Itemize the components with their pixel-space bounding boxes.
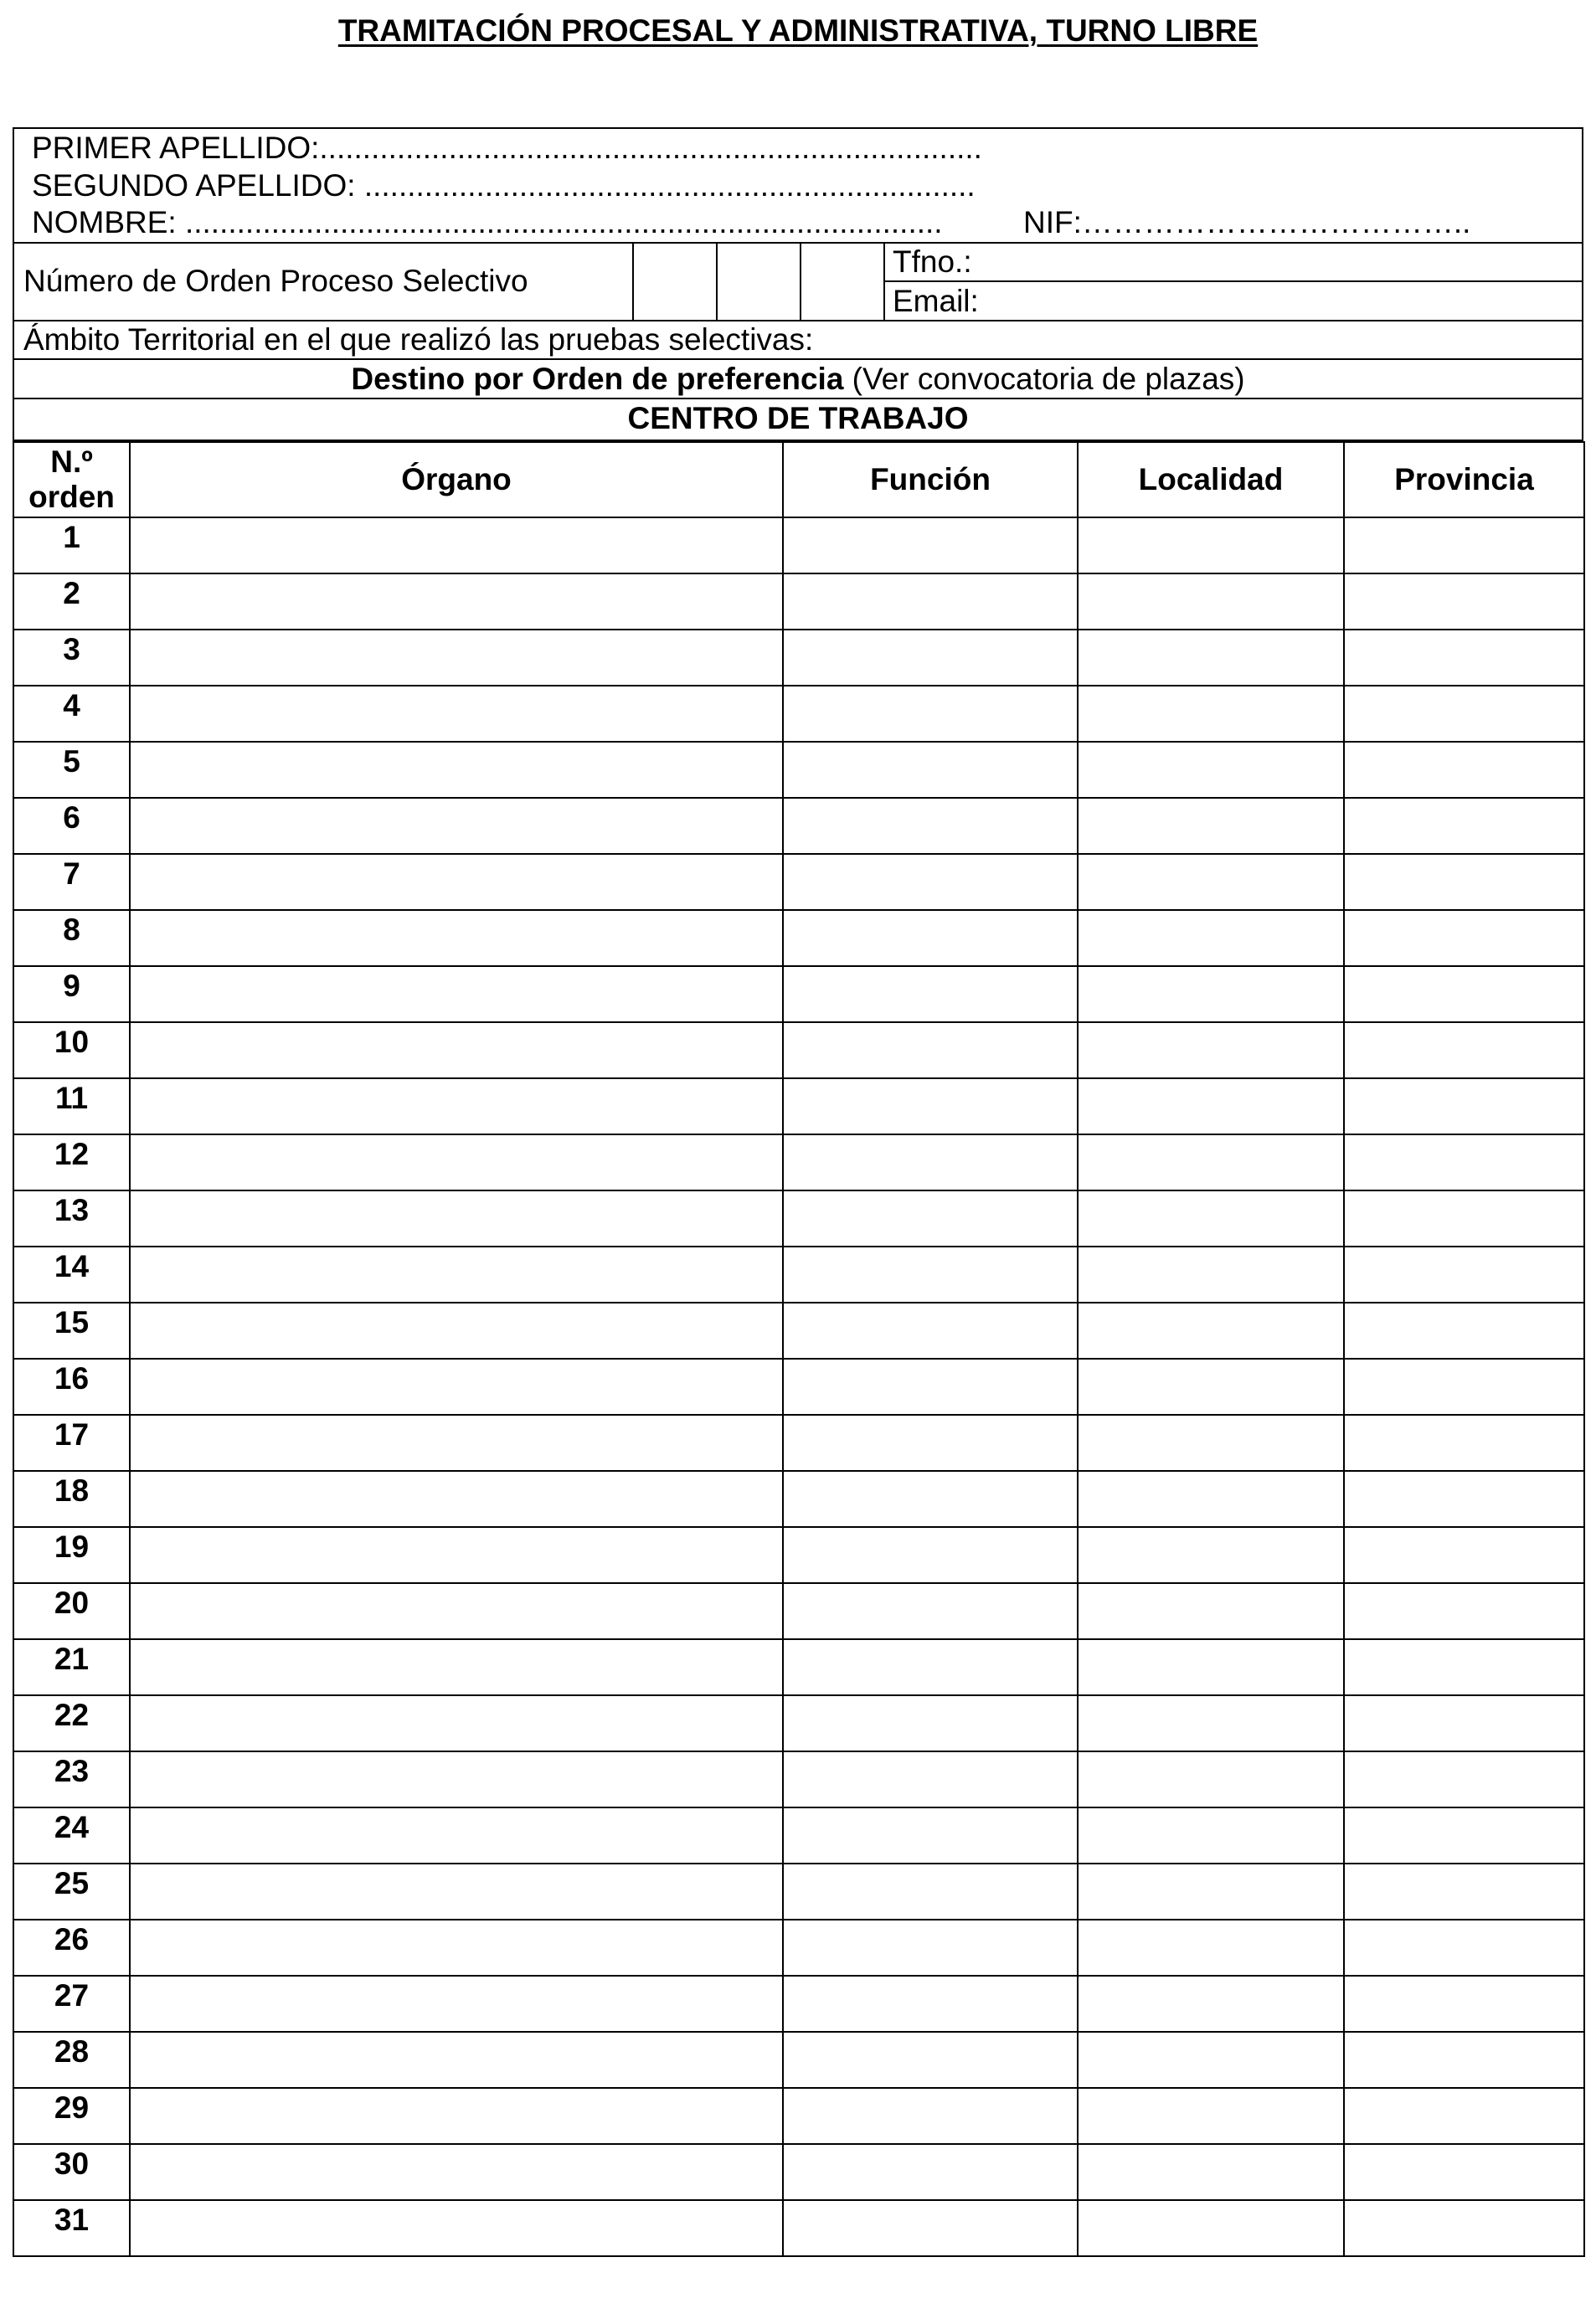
row-number: 21 <box>13 1639 130 1695</box>
divider-ambito <box>13 358 1583 360</box>
localidad-cell[interactable] <box>1078 1639 1344 1695</box>
orden-digit-box-2[interactable] <box>718 244 800 318</box>
email-label[interactable]: Email: <box>893 284 979 318</box>
provincia-cell[interactable] <box>1344 686 1584 742</box>
segundo-apellido-field[interactable]: SEGUNDO APELLIDO: ....................................................................... <box>32 168 976 203</box>
table-row <box>13 1751 1584 1807</box>
table-row <box>13 573 1584 630</box>
provincia-cell[interactable] <box>1344 2032 1584 2088</box>
organo-cell[interactable] <box>130 517 783 573</box>
funcion-cell[interactable] <box>783 1583 1078 1639</box>
table-row <box>13 798 1584 854</box>
funcion-cell[interactable] <box>783 1527 1078 1583</box>
row-number: 6 <box>13 798 130 854</box>
organo-cell[interactable] <box>130 1247 783 1303</box>
localidad-cell[interactable] <box>1078 1247 1344 1303</box>
table-row <box>13 1134 1584 1190</box>
localidad-cell[interactable] <box>1078 910 1344 966</box>
funcion-cell[interactable] <box>783 1920 1078 1976</box>
header-localidad: Localidad <box>1078 442 1344 517</box>
funcion-cell[interactable] <box>783 1807 1078 1864</box>
row-number: 4 <box>13 686 130 742</box>
localidad-cell[interactable] <box>1078 1359 1344 1415</box>
funcion-cell[interactable] <box>783 966 1078 1022</box>
destino-heading-bold: Destino por Orden de preferencia <box>351 362 844 396</box>
provincia-cell[interactable] <box>1344 1807 1584 1864</box>
provincia-cell[interactable] <box>1344 1359 1584 1415</box>
funcion-cell[interactable] <box>783 517 1078 573</box>
nombre-field[interactable]: NOMBRE: ........................................................................................ <box>32 205 943 239</box>
header-organo: Órgano <box>130 442 783 517</box>
table-row <box>13 1976 1584 2032</box>
localidad-cell[interactable] <box>1078 1527 1344 1583</box>
table-row <box>13 1920 1584 1976</box>
row-number: 16 <box>13 1359 130 1415</box>
organo-cell[interactable] <box>130 2088 783 2144</box>
row-number: 22 <box>13 1695 130 1751</box>
provincia-cell[interactable] <box>1344 1303 1584 1359</box>
table-row <box>13 2088 1584 2144</box>
row-number: 26 <box>13 1920 130 1976</box>
provincia-cell[interactable] <box>1344 630 1584 686</box>
organo-cell[interactable] <box>130 1864 783 1920</box>
organo-cell[interactable] <box>130 1078 783 1134</box>
header-provincia: Provincia <box>1344 442 1584 517</box>
table-row <box>13 742 1584 798</box>
divider-destino <box>13 398 1583 399</box>
organo-cell[interactable] <box>130 1920 783 1976</box>
provincia-cell[interactable] <box>1344 1190 1584 1247</box>
table-row <box>13 1527 1584 1583</box>
localidad-cell[interactable] <box>1078 573 1344 630</box>
row-number: 11 <box>13 1078 130 1134</box>
funcion-cell[interactable] <box>783 686 1078 742</box>
table-row <box>13 686 1584 742</box>
funcion-cell[interactable] <box>783 1190 1078 1247</box>
table-row <box>13 1807 1584 1864</box>
localidad-cell[interactable] <box>1078 1864 1344 1920</box>
localidad-cell[interactable] <box>1078 1415 1344 1471</box>
organo-cell[interactable] <box>130 1359 783 1415</box>
provincia-cell[interactable] <box>1344 1471 1584 1527</box>
organo-cell[interactable] <box>130 2144 783 2200</box>
localidad-cell[interactable] <box>1078 1976 1344 2032</box>
divider-tfno-email <box>883 280 1583 282</box>
provincia-cell[interactable] <box>1344 573 1584 630</box>
header-orden-line1: N.º <box>50 445 93 479</box>
provincia-cell[interactable] <box>1344 1864 1584 1920</box>
row-number: 5 <box>13 742 130 798</box>
row-number: 31 <box>13 2200 130 2256</box>
localidad-cell[interactable] <box>1078 1807 1344 1864</box>
row-number: 2 <box>13 573 130 630</box>
orden-proceso-label: Número de Orden Proceso Selectivo <box>23 264 528 298</box>
row-number: 13 <box>13 1190 130 1247</box>
provincia-cell[interactable] <box>1344 2088 1584 2144</box>
funcion-cell[interactable] <box>783 798 1078 854</box>
table-row <box>13 1864 1584 1920</box>
localidad-cell[interactable] <box>1078 1695 1344 1751</box>
row-number: 30 <box>13 2144 130 2200</box>
provincia-cell[interactable] <box>1344 1134 1584 1190</box>
localidad-cell[interactable] <box>1078 1134 1344 1190</box>
organo-cell[interactable] <box>130 2200 783 2256</box>
localidad-cell[interactable] <box>1078 2144 1344 2200</box>
provincia-cell[interactable] <box>1344 1583 1584 1639</box>
provincia-cell[interactable] <box>1344 1751 1584 1807</box>
table-row <box>13 1022 1584 1078</box>
row-number: 12 <box>13 1134 130 1190</box>
table-body <box>13 517 1584 2256</box>
organo-cell[interactable] <box>130 966 783 1022</box>
header-orden <box>13 442 130 517</box>
destino-heading-note: (Ver convocatoria de plazas) <box>843 362 1245 396</box>
organo-cell[interactable] <box>130 573 783 630</box>
organo-cell[interactable] <box>130 630 783 686</box>
funcion-cell[interactable] <box>783 1078 1078 1134</box>
header-funcion: Función <box>783 442 1078 517</box>
funcion-cell[interactable] <box>783 1864 1078 1920</box>
localidad-cell[interactable] <box>1078 1583 1344 1639</box>
localidad-cell[interactable] <box>1078 1022 1344 1078</box>
table-row <box>13 966 1584 1022</box>
organo-cell[interactable] <box>130 1695 783 1751</box>
organo-cell[interactable] <box>130 798 783 854</box>
row-number: 3 <box>13 630 130 686</box>
funcion-cell[interactable] <box>783 630 1078 686</box>
table-row <box>13 854 1584 910</box>
funcion-cell[interactable] <box>783 1639 1078 1695</box>
localidad-cell[interactable] <box>1078 2088 1344 2144</box>
table-row <box>13 1303 1584 1359</box>
nif-field[interactable]: NIF:……………………………….. <box>1023 205 1471 239</box>
orden-digit-box-3[interactable] <box>801 244 883 318</box>
organo-cell[interactable] <box>130 910 783 966</box>
row-number: 28 <box>13 2032 130 2088</box>
form-title-text: TRAMITACIÓN PROCESAL Y ADMINISTRATIVA, TURNO LIBRE <box>337 13 1259 48</box>
row-number: 25 <box>13 1864 130 1920</box>
preference-table <box>13 441 1585 2257</box>
provincia-cell[interactable] <box>1344 798 1584 854</box>
table-row <box>13 1639 1584 1695</box>
row-number: 18 <box>13 1471 130 1527</box>
organo-cell[interactable] <box>130 1415 783 1471</box>
organo-cell[interactable] <box>130 1976 783 2032</box>
table-row <box>13 1583 1584 1639</box>
centro-trabajo-heading: CENTRO DE TRABAJO <box>627 401 969 435</box>
provincia-cell[interactable] <box>1344 742 1584 798</box>
row-number: 19 <box>13 1527 130 1583</box>
organo-cell[interactable] <box>130 1022 783 1078</box>
row-number: 10 <box>13 1022 130 1078</box>
row-number: 15 <box>13 1303 130 1359</box>
localidad-cell[interactable] <box>1078 1751 1344 1807</box>
provincia-cell[interactable] <box>1344 1639 1584 1695</box>
funcion-cell[interactable] <box>783 2200 1078 2256</box>
localidad-cell[interactable] <box>1078 2032 1344 2088</box>
provincia-cell[interactable] <box>1344 2144 1584 2200</box>
localidad-cell[interactable] <box>1078 966 1344 1022</box>
table-row <box>13 630 1584 686</box>
funcion-cell[interactable] <box>783 1695 1078 1751</box>
row-number: 7 <box>13 854 130 910</box>
funcion-cell[interactable] <box>783 1415 1078 1471</box>
table-row <box>13 1247 1584 1303</box>
orden-digit-box-1[interactable] <box>634 244 716 318</box>
organo-cell[interactable] <box>130 1583 783 1639</box>
destino-heading <box>13 361 1583 398</box>
row-number: 1 <box>13 517 130 573</box>
row-number: 8 <box>13 910 130 966</box>
table-row <box>13 2200 1584 2256</box>
provincia-cell[interactable] <box>1344 966 1584 1022</box>
row-number: 24 <box>13 1807 130 1864</box>
organo-cell[interactable] <box>130 1807 783 1864</box>
row-number: 20 <box>13 1583 130 1639</box>
organo-cell[interactable] <box>130 1190 783 1247</box>
funcion-cell[interactable] <box>783 1471 1078 1527</box>
row-number: 9 <box>13 966 130 1022</box>
organo-cell[interactable] <box>130 1751 783 1807</box>
table-row <box>13 1695 1584 1751</box>
localidad-cell[interactable] <box>1078 1078 1344 1134</box>
form-title <box>0 13 1596 49</box>
localidad-cell[interactable] <box>1078 630 1344 686</box>
localidad-cell[interactable] <box>1078 1190 1344 1247</box>
table-row <box>13 2144 1584 2200</box>
table-row <box>13 517 1584 573</box>
provincia-cell[interactable] <box>1344 910 1584 966</box>
row-number: 27 <box>13 1976 130 2032</box>
table-row <box>13 910 1584 966</box>
provincia-cell[interactable] <box>1344 517 1584 573</box>
funcion-cell[interactable] <box>783 1247 1078 1303</box>
organo-cell[interactable] <box>130 742 783 798</box>
organo-cell[interactable] <box>130 1303 783 1359</box>
primer-apellido-field[interactable]: PRIMER APELLIDO:............................................................................. <box>32 131 982 165</box>
provincia-cell[interactable] <box>1344 1527 1584 1583</box>
funcion-cell[interactable] <box>783 2144 1078 2200</box>
funcion-cell[interactable] <box>783 1976 1078 2032</box>
localidad-cell[interactable] <box>1078 686 1344 742</box>
row-number: 14 <box>13 1247 130 1303</box>
funcion-cell[interactable] <box>783 573 1078 630</box>
localidad-cell[interactable] <box>1078 742 1344 798</box>
row-number: 29 <box>13 2088 130 2144</box>
funcion-cell[interactable] <box>783 2032 1078 2088</box>
row-number: 17 <box>13 1415 130 1471</box>
funcion-cell[interactable] <box>783 910 1078 966</box>
table-row <box>13 1471 1584 1527</box>
provincia-cell[interactable] <box>1344 1247 1584 1303</box>
localidad-cell[interactable] <box>1078 798 1344 854</box>
table-row <box>13 1415 1584 1471</box>
localidad-cell[interactable] <box>1078 854 1344 910</box>
funcion-cell[interactable] <box>783 1134 1078 1190</box>
localidad-cell[interactable] <box>1078 517 1344 573</box>
provincia-cell[interactable] <box>1344 1078 1584 1134</box>
funcion-cell[interactable] <box>783 854 1078 910</box>
organo-cell[interactable] <box>130 1134 783 1190</box>
funcion-cell[interactable] <box>783 1751 1078 1807</box>
table-header-row <box>13 442 1584 517</box>
table-row <box>13 1078 1584 1134</box>
tfno-label[interactable]: Tfno.: <box>893 244 972 279</box>
localidad-cell[interactable] <box>1078 1303 1344 1359</box>
header-orden-line2: orden <box>28 480 115 514</box>
table-row <box>13 2032 1584 2088</box>
organo-cell[interactable] <box>130 1471 783 1527</box>
row-number: 23 <box>13 1751 130 1807</box>
ambito-territorial-field[interactable]: Ámbito Territorial en el que realizó las pruebas selectivas: <box>23 322 814 357</box>
funcion-cell[interactable] <box>783 1022 1078 1078</box>
organo-cell[interactable] <box>130 686 783 742</box>
provincia-cell[interactable] <box>1344 1920 1584 1976</box>
funcion-cell[interactable] <box>783 2088 1078 2144</box>
localidad-cell[interactable] <box>1078 1920 1344 1976</box>
organo-cell[interactable] <box>130 2032 783 2088</box>
provincia-cell[interactable] <box>1344 1976 1584 2032</box>
organo-cell[interactable] <box>130 1639 783 1695</box>
funcion-cell[interactable] <box>783 742 1078 798</box>
table-row <box>13 1190 1584 1247</box>
localidad-cell[interactable] <box>1078 1471 1344 1527</box>
provincia-cell[interactable] <box>1344 1022 1584 1078</box>
provincia-cell[interactable] <box>1344 1415 1584 1471</box>
provincia-cell[interactable] <box>1344 854 1584 910</box>
localidad-cell[interactable] <box>1078 2200 1344 2256</box>
organo-cell[interactable] <box>130 1527 783 1583</box>
organo-cell[interactable] <box>130 854 783 910</box>
provincia-cell[interactable] <box>1344 2200 1584 2256</box>
funcion-cell[interactable] <box>783 1359 1078 1415</box>
funcion-cell[interactable] <box>783 1303 1078 1359</box>
table-row <box>13 1359 1584 1415</box>
provincia-cell[interactable] <box>1344 1695 1584 1751</box>
